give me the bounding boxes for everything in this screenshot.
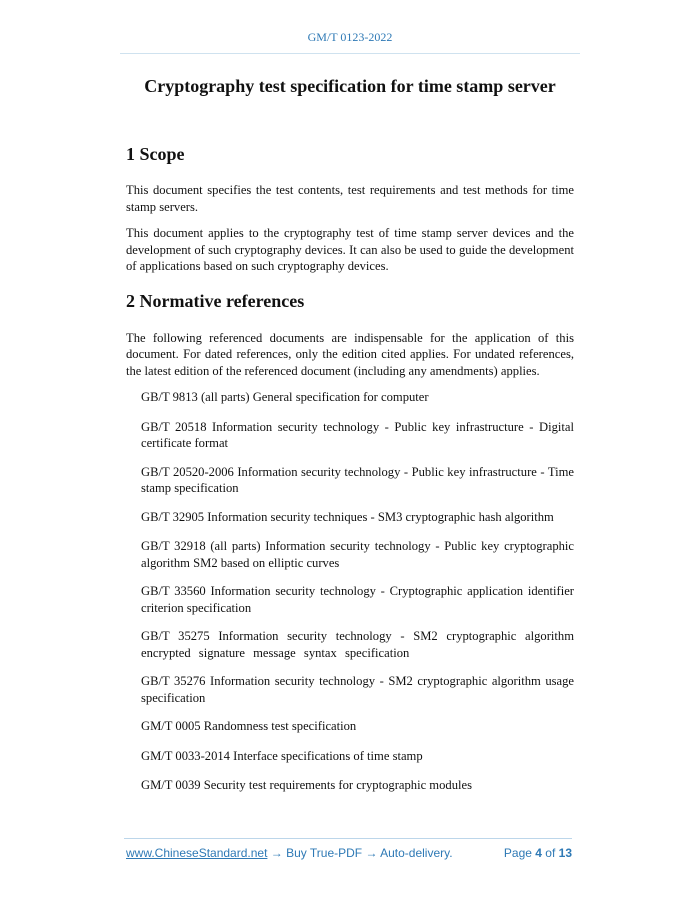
reference-list <box>126 389 574 794</box>
page-footer <box>126 846 572 860</box>
document-body <box>126 142 574 794</box>
reference-item: GB/T 9813 (all parts) General specification for computer <box>141 390 429 404</box>
total-page-number: 13 <box>558 846 572 860</box>
scope-paragraph-1: This document specifies the test contents, test requirements and test methods for time stamp servers. <box>126 183 574 214</box>
reference-item: GM/T 0033-2014 Interface specifications of time stamp <box>141 748 423 763</box>
header-divider <box>120 53 580 54</box>
scope-paragraph-2: This document applies to the cryptography test of time stamp server devices and the development of such cryptography devices. It can also be used to guide the development of applications based on such cryptography devices. <box>126 226 574 273</box>
reference-item: GM/T 0005 Randomness test specification <box>141 719 357 733</box>
reference-item: GB/T 32918 (all parts) Information security technology - Public key cryptographic algorithm SM2 based on elliptic curves <box>141 539 574 570</box>
reference-item: GB/T 35276 Information security technology - SM2 cryptographic algorithm usage specification <box>141 674 574 705</box>
reference-item: GM/T 0039 Security test requirements for cryptographic modules <box>141 778 472 792</box>
document-code-header: GM/T 0123-2022 <box>307 30 393 44</box>
section-heading-scope: 1 Scope <box>126 144 185 164</box>
chinesestandard-link[interactable]: www.ChineseStandard.net <box>126 846 268 860</box>
reference-item: GB/T 32905 Information security techniques - SM3 cryptographic hash algorithm <box>141 509 554 524</box>
page-label: Page <box>503 846 536 860</box>
page-indicator <box>504 846 572 860</box>
reference-item: GB/T 33560 Information security technology - Cryptographic application identifier criterion specification <box>141 584 574 615</box>
reference-item: GB/T 35275 Information security technology - SM2 cryptographic algorithm encrypted signature message syntax specification <box>141 629 574 660</box>
section-heading-normative-references: 2 Normative references <box>126 290 305 311</box>
page-of-label: of <box>541 846 559 860</box>
current-page-number: 4 <box>535 846 542 860</box>
normative-references-intro: The following referenced documents are indispensable for the application of this document. For dated references, only the edition cited applies. For undated references, the latest edition of the referenced document (including any amendments) applies. <box>126 330 574 378</box>
footer-promo-text: → Buy True-PDF → Auto-delivery. <box>267 846 453 860</box>
document-title: Cryptography test specification for time stamp server <box>144 76 556 96</box>
reference-item: GB/T 20520-2006 Information security technology - Public key infrastructure - Time stamp specification <box>141 464 574 495</box>
reference-item: GB/T 20518 Information security technology - Public key infrastructure - Digital certificate format <box>141 419 574 450</box>
footer-promo <box>126 846 453 860</box>
footer-divider <box>124 838 572 839</box>
